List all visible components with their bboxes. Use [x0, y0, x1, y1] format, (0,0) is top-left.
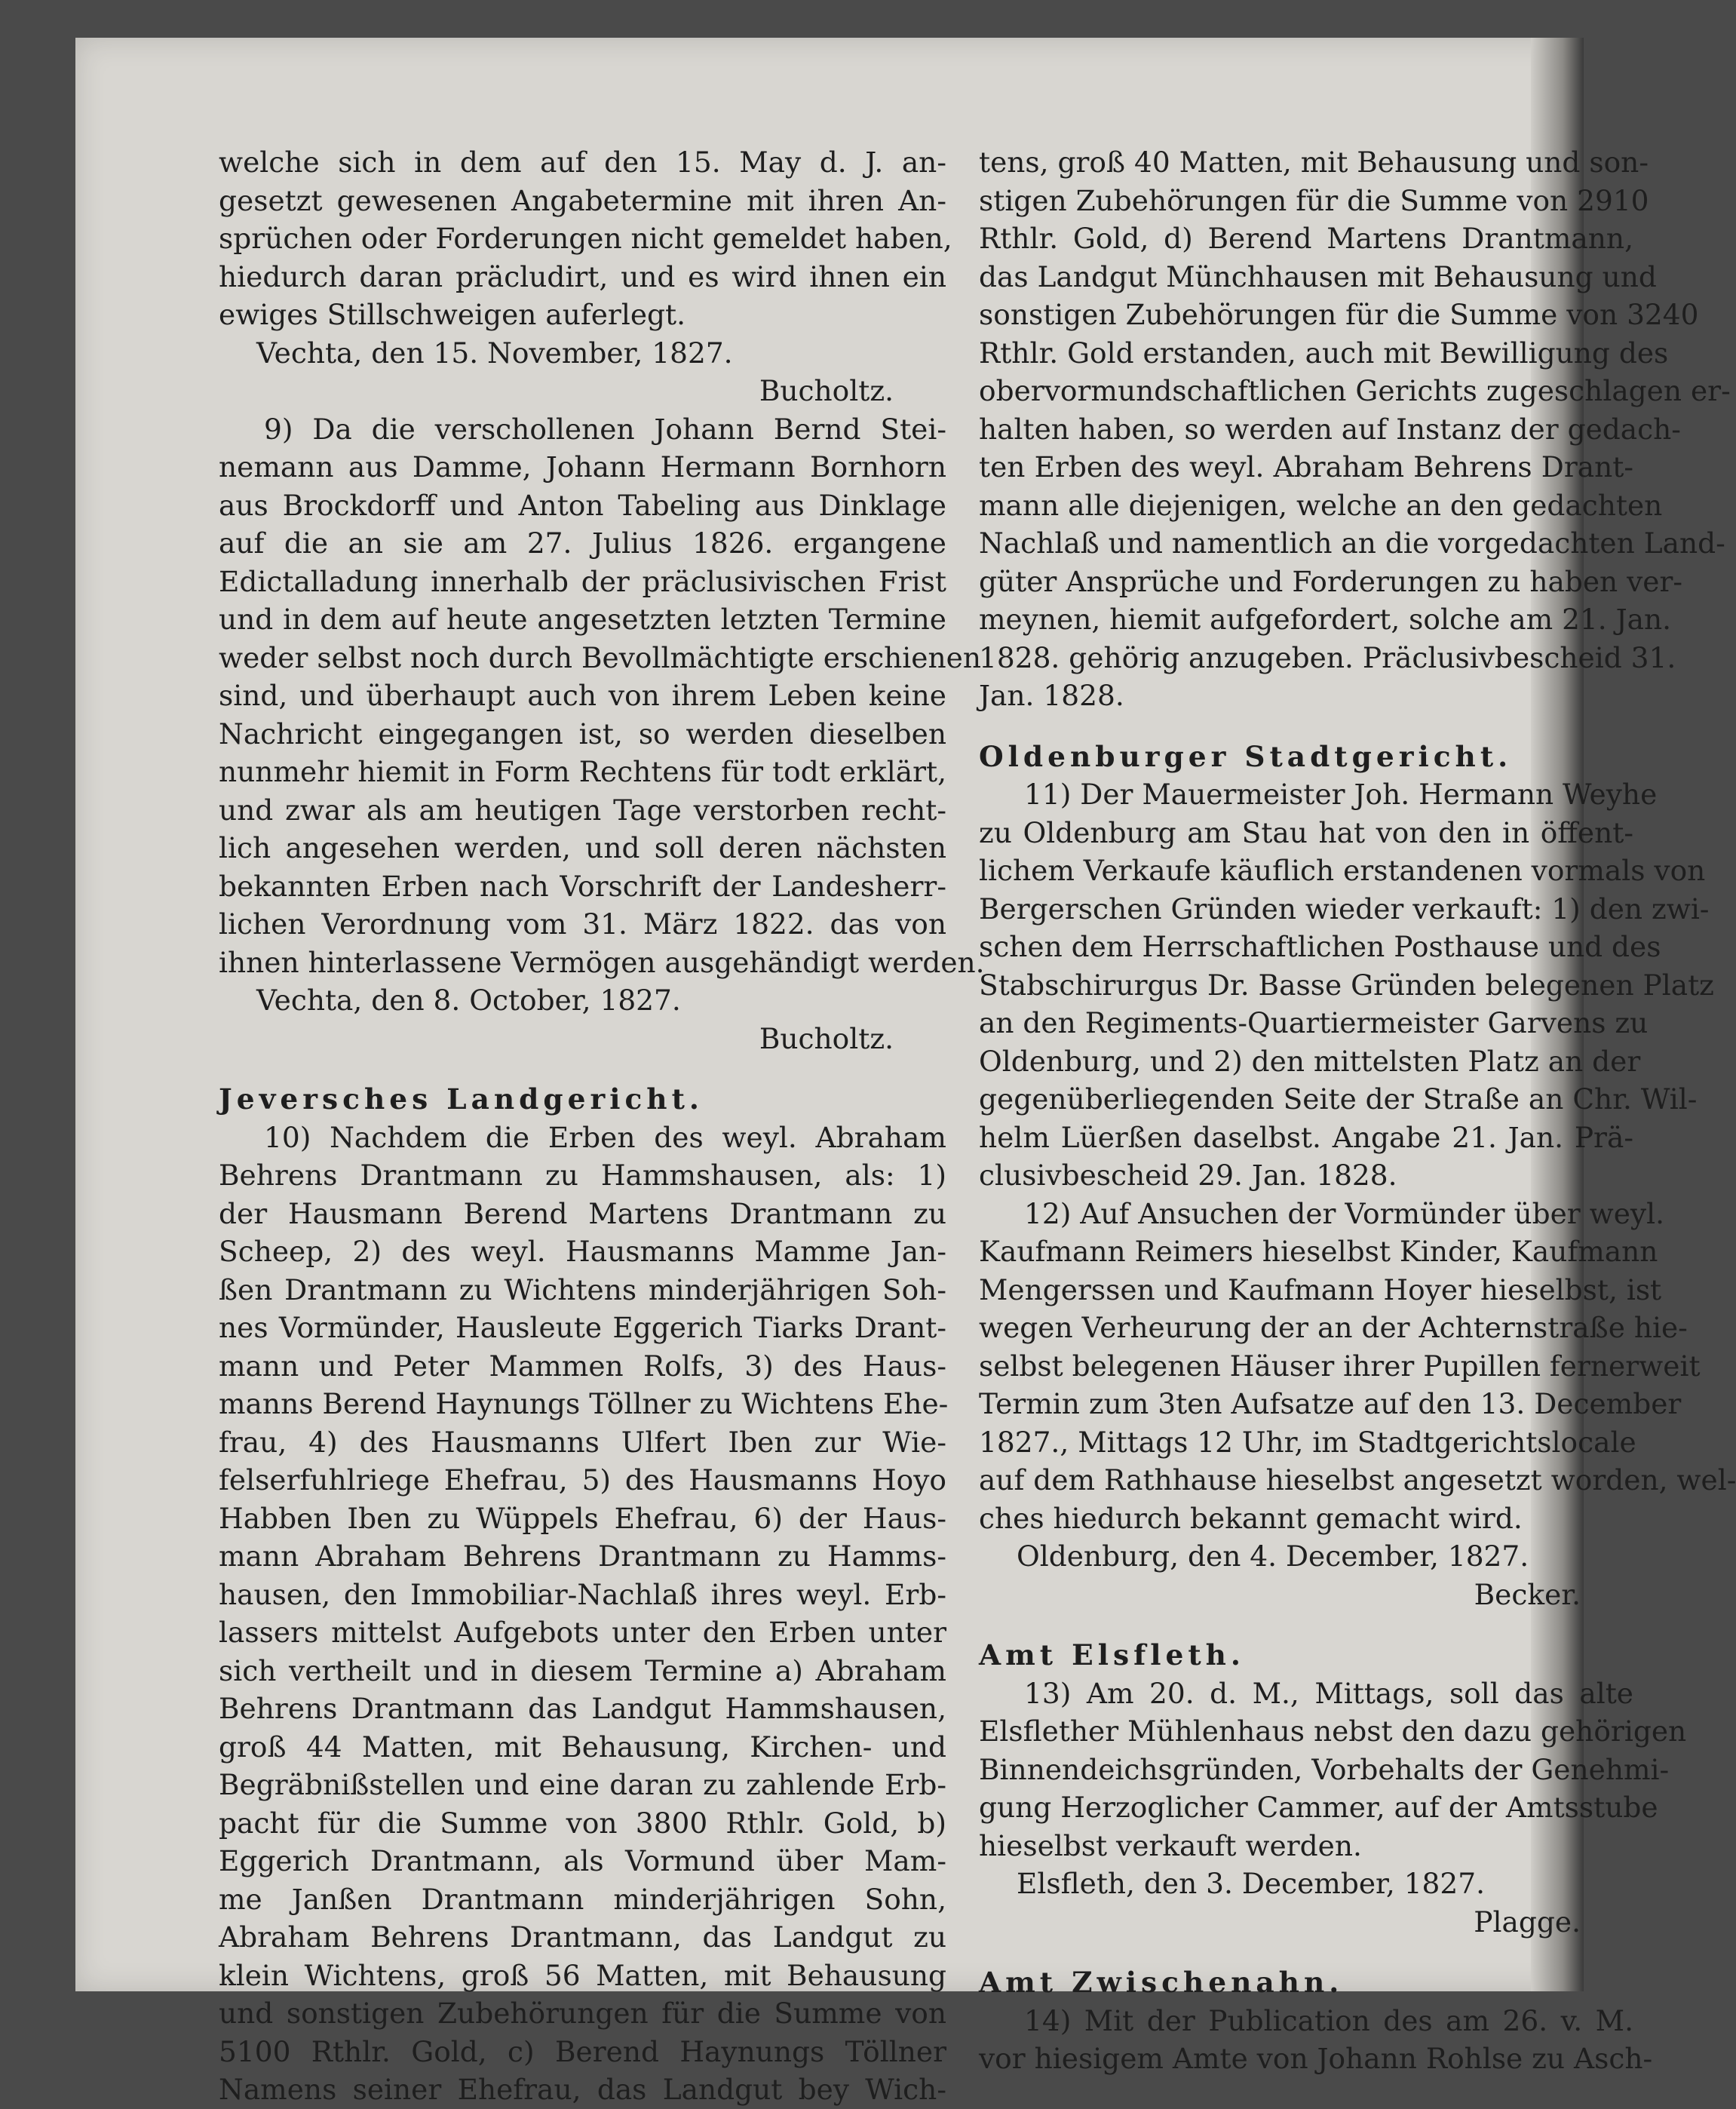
text-line: gung Herzoglicher Cammer, auf der Amtsstube	[979, 1791, 1658, 1824]
text-line: Bergerschen Gründen wieder verkauft: 1) den zwi-	[979, 892, 1710, 926]
signature: Bucholtz.	[759, 1021, 894, 1055]
text-line: Behrens Drantmann zu Hammshausen, als: 1)	[219, 1159, 946, 1192]
text-line: mann alle diejenigen, welche an den gedachten	[979, 488, 1663, 522]
text-line: Binnendeichsgründen, Vorbehalts der Genehmi-	[979, 1752, 1670, 1786]
text-line: hausen, den Immobiliar-Nachlaß ihres weyl. Erb-	[219, 1577, 946, 1611]
text-line: Mengerssen und Kaufmann Hoyer hieselbst, ist	[979, 1272, 1662, 1306]
date-line: Vechta, den 8. October, 1827.	[256, 984, 681, 1017]
text-line: Nachricht eingegangen ist, so werden dieselben	[219, 717, 946, 751]
text-line: welche sich in dem auf den 15. May d. J. an-	[219, 146, 946, 179]
text-line: Begräbnißstellen und eine daran zu zahlende Erb-	[219, 1768, 946, 1801]
text-line: schen dem Herrschaftlichen Posthause und des	[979, 930, 1661, 963]
signature: Plagge.	[1474, 1905, 1581, 1939]
text-line: nes Vormünder, Hausleute Eggerich Tiarks Drant-	[219, 1311, 946, 1344]
text-line: sonstigen Zubehörungen für die Summe von 3240	[979, 298, 1699, 331]
text-line: lassers mittelst Aufgebots unter den Erben unter	[219, 1616, 946, 1649]
text-line: lichem Verkaufe käuflich erstandenen vormals von	[979, 854, 1706, 887]
text-line: wegen Verheurung der an der Achternstraße hie-	[979, 1311, 1688, 1344]
text-line: Rthlr. Gold, d) Berend Martens Drantmann,	[979, 222, 1633, 255]
text-line: mann Abraham Behrens Drantmann zu Hamms-	[219, 1540, 946, 1573]
text-line: 9) Da die verschollenen Johann Bernd Stei-	[264, 412, 946, 446]
text-line: groß 44 Matten, mit Behausung, Kirchen- und	[219, 1730, 946, 1764]
text-line: nunmehr hiemit in Form Rechtens für todt erklärt,	[219, 755, 946, 788]
text-line: Scheep, 2) des weyl. Hausmanns Mamme Jan-	[219, 1235, 946, 1268]
text-line: Stabschirurgus Dr. Basse Gründen belegenen Platz	[979, 968, 1714, 1002]
text-line: hiedurch daran präcludirt, und es wird ihnen ein	[219, 259, 946, 293]
text-line: 5100 Rthlr. Gold, c) Berend Haynungs Töllner	[219, 2034, 946, 2068]
text-line: ßen Drantmann zu Wichtens minderjährigen Soh-	[219, 1272, 946, 1306]
text-line: sind, und überhaupt auch von ihrem Leben keine	[219, 679, 946, 712]
section-heading: Amt Elsfleth.	[979, 1638, 1245, 1672]
text-line: 10) Nachdem die Erben des weyl. Abraham	[264, 1120, 946, 1154]
signature: Becker.	[1474, 1577, 1581, 1611]
text-line: me Janßen Drantmann minderjährigen Sohn,	[219, 1882, 946, 1916]
date-line: Oldenburg, den 4. December, 1827.	[1017, 1540, 1529, 1573]
text-line: Namens seiner Ehefrau, das Landgut bey Wich-	[219, 2073, 946, 2106]
signature: Bucholtz.	[759, 374, 894, 407]
section-heading: Oldenburger Stadtgericht.	[979, 739, 1513, 773]
right-column	[979, 143, 1736, 2078]
text-line: lichen Verordnung vom 31. März 1822. das von	[219, 907, 946, 941]
left-column	[219, 143, 985, 2109]
text-line: an den Regiments-Quartiermeister Garvens zu	[979, 1006, 1649, 1039]
text-line: aus Brockdorff und Anton Tabeling aus Dinklage	[219, 488, 946, 522]
text-line: Oldenburg, und 2) den mittelsten Platz an der	[979, 1044, 1641, 1078]
text-line: der Hausmann Berend Martens Drantmann zu	[219, 1196, 946, 1230]
text-line: lich angesehen werden, und soll deren nächsten	[219, 831, 946, 864]
text-line: obervormundschaftlichen Gerichts zugeschlagen er-	[979, 374, 1731, 407]
text-line: Elsflether Mühlenhaus nebst den dazu gehörigen	[979, 1715, 1687, 1748]
text-line: mann und Peter Mammen Rolfs, 3) des Haus-	[219, 1349, 946, 1383]
text-line: Behrens Drantmann das Landgut Hammshausen,	[219, 1692, 946, 1725]
text-line: halten haben, so werden auf Instanz der gedach-	[979, 412, 1681, 446]
text-line: zu Oldenburg am Stau hat von den in öffent-	[979, 815, 1633, 849]
text-line: und in dem auf heute angesetzten letzten Termine	[219, 603, 946, 636]
text-line: clusivbescheid 29. Jan. 1828.	[979, 1159, 1397, 1192]
text-line: Termin zum 3ten Aufsatze auf den 13. December	[979, 1387, 1682, 1420]
text-line: ihnen hinterlassene Vermögen ausgehändigt werden.	[219, 945, 985, 979]
text-line: Rthlr. Gold erstanden, auch mit Bewilligung des	[979, 336, 1669, 370]
text-line: stigen Zubehörungen für die Summe von 2910	[979, 183, 1649, 217]
text-line: gegenüberliegenden Seite der Straße an Chr. Wil-	[979, 1082, 1698, 1116]
text-line: frau, 4) des Hausmanns Ulfert Iben zur Wie-	[219, 1425, 946, 1459]
text-line: Kaufmann Reimers hieselbst Kinder, Kaufmann	[979, 1235, 1658, 1268]
section-heading: Jeversches Landgericht.	[219, 1082, 704, 1116]
text-line: manns Berend Haynungs Töllner zu Wichtens Ehe-	[219, 1387, 949, 1420]
text-line: ewiges Stillschweigen auferlegt.	[219, 298, 686, 331]
text-line: güter Ansprüche und Forderungen zu haben ver-	[979, 564, 1683, 598]
text-line: ten Erben des weyl. Abraham Behrens Drant-	[979, 450, 1633, 484]
date-line: Vechta, den 15. November, 1827.	[256, 336, 733, 370]
text-line: selbst belegenen Häuser ihrer Pupillen fernerweit	[979, 1349, 1701, 1383]
date-line: Elsfleth, den 3. December, 1827.	[1017, 1867, 1486, 1900]
text-line: tens, groß 40 Matten, mit Behausung und son-	[979, 146, 1649, 179]
text-line: klein Wichtens, groß 56 Matten, mit Behausung	[219, 1958, 946, 1992]
section-heading: Amt Zwischenahn.	[979, 1966, 1344, 1999]
text-line: helm Lüerßen daselbst. Angabe 21. Jan. Prä-	[979, 1120, 1633, 1154]
text-line: Jan. 1828.	[979, 679, 1124, 712]
text-line: 12) Auf Ansuchen der Vormünder über weyl.	[1024, 1196, 1665, 1230]
text-line: 1827., Mittags 12 Uhr, im Stadtgerichtslocale	[979, 1425, 1636, 1459]
text-line: auf die an sie am 27. Julius 1826. ergangene	[219, 526, 946, 560]
text-line: und sonstigen Zubehörungen für die Summe von	[219, 1997, 946, 2030]
text-line: weder selbst noch durch Bevollmächtigte erschienen	[219, 640, 981, 674]
text-line: vor hiesigem Amte von Johann Rohlse zu Asch-	[979, 2042, 1653, 2075]
text-line: das Landgut Münchhausen mit Behausung und	[979, 259, 1657, 293]
text-line: Eggerich Drantmann, als Vormund über Mam-	[219, 1844, 946, 1877]
text-line: auf dem Rathhause hieselbst angesetzt worden, wel-	[979, 1463, 1736, 1497]
text-line: sprüchen oder Forderungen nicht gemeldet haben,	[219, 222, 952, 255]
text-line: nemann aus Damme, Johann Hermann Bornhorn	[219, 450, 946, 484]
text-line: Nachlaß und namentlich an die vorgedachten Land-	[979, 526, 1725, 560]
text-line: pacht für die Summe von 3800 Rthlr. Gold, b)	[219, 1806, 946, 1840]
document-page	[75, 38, 1736, 2106]
text-line: gesetzt gewesenen Angabetermine mit ihren An-	[219, 183, 946, 217]
text-line: Abraham Behrens Drantmann, das Landgut zu	[219, 1920, 946, 1954]
text-line: und zwar als am heutigen Tage verstorben recht-	[219, 793, 946, 827]
text-line: 13) Am 20. d. M., Mittags, soll das alte	[1024, 1676, 1633, 1710]
text-line: ches hiedurch bekannt gemacht wird.	[979, 1501, 1523, 1535]
text-line: meynen, hiemit aufgefordert, solche am 21. Jan.	[979, 603, 1672, 636]
text-line: Habben Iben zu Wüppels Ehefrau, 6) der Haus-	[219, 1501, 946, 1535]
text-line: felserfuhlriege Ehefrau, 5) des Hausmanns Hoyo	[219, 1463, 946, 1497]
text-line: sich vertheilt und in diesem Termine a) Abraham	[219, 1653, 946, 1687]
text-line: 11) Der Mauermeister Joh. Hermann Weyhe	[1024, 778, 1658, 811]
text-line: Edictalladung innerhalb der präclusivischen Frist	[219, 564, 946, 598]
text-line: hieselbst verkauft werden.	[979, 1828, 1362, 1862]
text-line: bekannten Erben nach Vorschrift der Landesherr-	[219, 869, 946, 903]
text-line: 1828. gehörig anzugeben. Präclusivbescheid 31.	[979, 640, 1676, 674]
text-line: 14) Mit der Publication des am 26. v. M.	[1024, 2003, 1633, 2037]
